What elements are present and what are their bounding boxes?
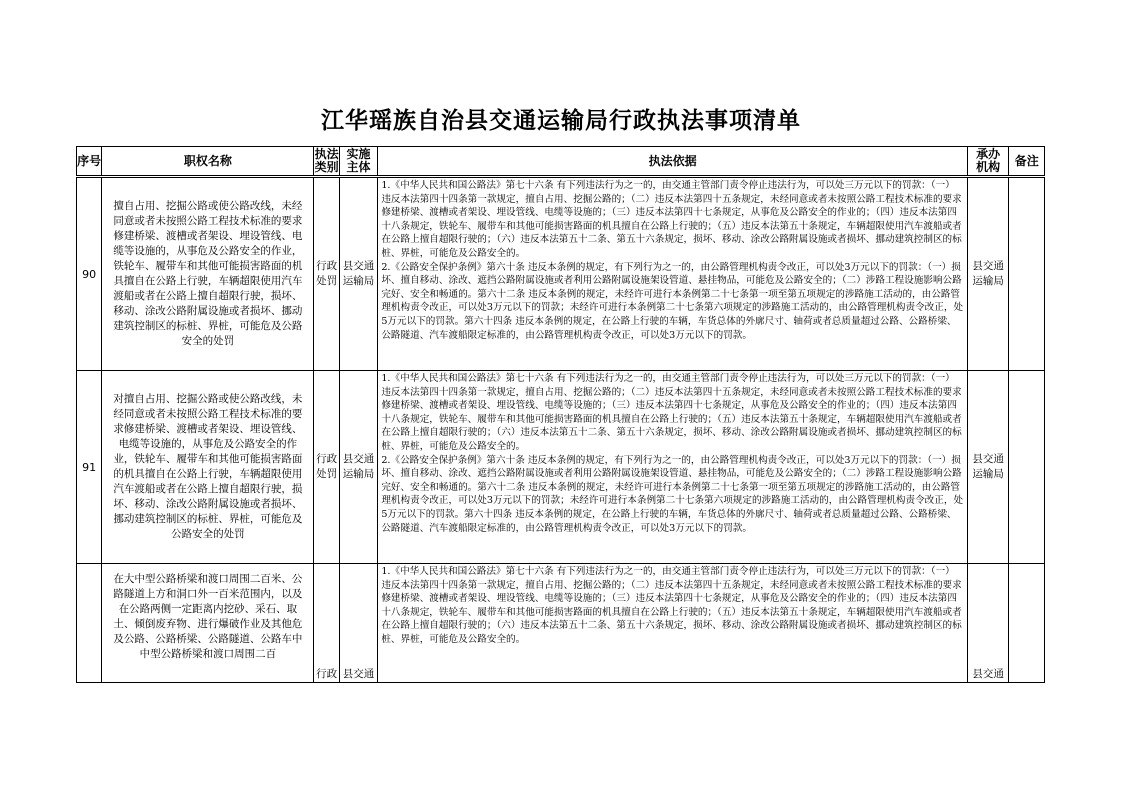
row-name: 擅自占用、挖掘公路或使公路改线，未经同意或者未按照公路工程技术标准的要求修建桥梁、渡槽或者架设、埋设管线、电缆等设施的，从事危及公路安全的作业，铁轮车、履带车和其他可能损害路面的机具擅自在公路上行驶，车辆超限使用汽车渡船或者在公路上擅自超限行驶，损坏、移动、涂改公路附属设施或者损坏、挪动建筑控制区的标桩、界桩，可能危及公路安全的处罚	[102, 177, 314, 371]
table-viewport	[76, 146, 1046, 680]
header-row	[77, 147, 1045, 177]
table-row	[77, 177, 1045, 371]
row-name: 对擅自占用、挖掘公路或使公路改线，未经同意或者未按照公路工程技术标准的要求修建桥梁、渡槽或者架设、埋设管线、电缆等设施的，从事危及公路安全的作业，铁轮车、履带车和其他可能损害路面的机具擅自在公路上行驶，车辆超限使用汽车渡船或者在公路上擅自超限行驶，损坏、移动、涂改公路附属设施或者损坏、挪动建筑控制区的标桩、界桩，可能危及公路安全的处罚	[102, 371, 314, 564]
row-org: 县交通	[967, 564, 1009, 683]
row-basis	[378, 371, 968, 564]
row-category: 行政	[314, 564, 339, 683]
basis-paragraph: 1.《中华人民共和国公路法》第七十六条 有下列违法行为之一的，由交通主管部门责令停止违法行为，可以处三万元以下的罚款：（一）违反本法第四十四条第一款规定，擅自占用、挖掘公路的；（二）违反本法第四十五条规定，未经同意或者未按照公路工程技术标准的要求修建桥梁、渡槽或者架设、埋设管线、电缆等设施的；（三）违反本法第四十七条规定，从事危及公路安全的作业的；（四）违反本法第四十八条规定，铁轮车、履带车和其他可能损害路面的机具擅自在公路上行驶的；（五）违反本法第五十条规定，车辆超限使用汽车渡船或者在公路上擅自超限行驶的；（六）违反本法第五十二条、第五十六条规定，损坏、移动、涂改公路附属设施或者损坏、挪动建筑控制区的标桩、界桩，可能危及公路安全的。	[381, 566, 962, 645]
header-seq: 序号	[77, 147, 102, 177]
header-name: 职权名称	[102, 147, 314, 177]
row-name: 在大中型公路桥梁和渡口周围二百米、公路隧道上方和洞口外一百米范围内，以及在公路两侧一定距离内挖砂、采石、取土、倾倒废弃物、进行爆破作业及其他危及公路、公路桥梁、公路隧道、公路车中中型公路桥梁和渡口周围二百	[102, 564, 314, 683]
row-seq	[77, 564, 102, 683]
basis-paragraph: 2.《公路安全保护条例》第六十条 违反本条例的规定，有下列行为之一的，由公路管理机构责令改正，可以处3万元以下的罚款：（一）损坏、擅自移动、涂改、遮挡公路附属设施或者利用公路附属设施架设管道、悬挂物品，可能危及公路安全的；（二）涉路工程设施影响公路完好、安全和畅通的。第六十二条 违反本条例的规定，未经许可进行本条例第二十七条第一项至第五项规定的涉路施工活动的，由公路管理机构责令改正，可以处3万元以下的罚款；未经许可进行本条例第二十七条第六项规定的涉路施工活动的，由公路管理机构责令改正，处5万元以下的罚款。第六十四条 违反本条例的规定，在公路上行驶的车辆，车货总体的外廓尺寸、轴荷或者总质量超过公路、公路桥梁、公路隧道、汽车渡船限定标准的，由公路管理机构责令改正，可以处3万元以下的罚款。	[381, 261, 964, 341]
basis-paragraph: 1.《中华人民共和国公路法》第七十六条 有下列违法行为之一的，由交通主管部门责令停止违法行为，可以处三万元以下的罚款：（一）违反本法第四十四条第一款规定，擅自占用、挖掘公路的；（二）违反本法第四十五条规定，未经同意或者未按照公路工程技术标准的要求修建桥梁、渡槽或者架设、埋设管线、电缆等设施的；（三）违反本法第四十七条规定，从事危及公路安全的作业的；（四）违反本法第四十八条规定，铁轮车、履带车和其他可能损害路面的机具擅自在公路上行驶的；（五）违反本法第五十条规定，车辆超限使用汽车渡船或者在公路上擅自超限行驶的；（六）违反本法第五十二条、第五十六条规定，损坏、移动、涂改公路附属设施或者损坏、挪动建筑控制区的标桩、界桩，可能危及公路安全的。	[381, 180, 962, 259]
row-remark	[1009, 177, 1045, 371]
header-org: 承办 机构	[967, 147, 1009, 177]
row-category: 行政处罚	[314, 371, 339, 564]
row-org: 县交通运输局	[967, 177, 1009, 371]
row-org: 县交通运输局	[967, 371, 1009, 564]
table-row	[77, 371, 1045, 564]
enforcement-table	[76, 146, 1045, 683]
row-subject: 县交通运输局	[339, 177, 378, 371]
header-category: 执法 类别	[314, 147, 339, 177]
row-basis	[378, 177, 968, 371]
row-subject: 县交通运输局	[339, 371, 378, 564]
row-remark	[1009, 564, 1045, 683]
row-subject: 县交通	[339, 564, 378, 683]
header-basis: 执法依据	[378, 147, 968, 177]
row-category: 行政处罚	[314, 177, 339, 371]
row-basis	[378, 564, 968, 683]
table-row	[77, 564, 1045, 683]
basis-paragraph: 1.《中华人民共和国公路法》第七十六条 有下列违法行为之一的，由交通主管部门责令停止违法行为，可以处三万元以下的罚款：（一）违反本法第四十四条第一款规定，擅自占用、挖掘公路的；（二）违反本法第四十五条规定，未经同意或者未按照公路工程技术标准的要求修建桥梁、渡槽或者架设、埋设管线、电缆等设施的；（三）违反本法第四十七条规定，从事危及公路安全的作业的；（四）违反本法第四十八条规定，铁轮车、履带车和其他可能损害路面的机具擅自在公路上行驶的；（五）违反本法第五十条规定，车辆超限使用汽车渡船或者在公路上擅自超限行驶的；（六）违反本法第五十二条、第五十六条规定，损坏、移动、涂改公路附属设施或者损坏、挪动建筑控制区的标桩、界桩，可能危及公路安全的。	[381, 373, 962, 452]
header-remark: 备注	[1009, 147, 1045, 177]
page-title: 江华瑶族自治县交通运输局行政执法事项清单	[321, 107, 801, 134]
basis-paragraph: 2.《公路安全保护条例》第六十条 违反本条例的规定，有下列行为之一的，由公路管理机构责令改正，可以处3万元以下的罚款：（一）损坏、擅自移动、涂改、遮挡公路附属设施或者利用公路附属设施架设管道、悬挂物品，可能危及公路安全的；（二）涉路工程设施影响公路完好、安全和畅通的。第六十二条 违反本条例的规定，未经许可进行本条例第二十七条第一项至第五项规定的涉路施工活动的，由公路管理机构责令改正，可以处3万元以下的罚款；未经许可进行本条例第二十七条第六项规定的涉路施工活动的，由公路管理机构责令改正，处5万元以下的罚款。第六十四条 违反本条例的规定，在公路上行驶的车辆，车货总体的外廓尺寸、轴荷或者总质量超过公路、公路桥梁、公路隧道、汽车渡船限定标准的，由公路管理机构责令改正，可以处3万元以下的罚款。	[381, 454, 964, 534]
header-subject: 实施 主体	[339, 147, 378, 177]
row-remark	[1009, 371, 1045, 564]
row-seq: 90	[77, 177, 102, 371]
row-seq: 91	[77, 371, 102, 564]
